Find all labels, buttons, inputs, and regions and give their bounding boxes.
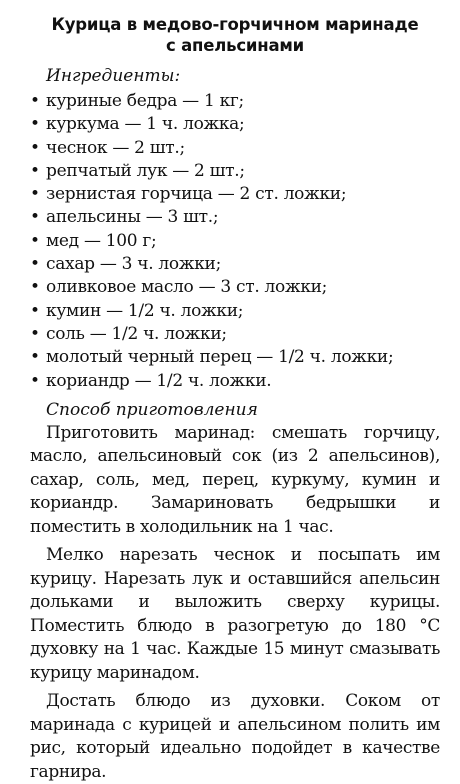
bullet-icon: • bbox=[30, 114, 40, 135]
ingredient-item bbox=[30, 206, 440, 229]
bullet-icon: • bbox=[30, 347, 40, 368]
bullet-icon: • bbox=[30, 160, 40, 181]
ingredient-text: зернистая горчица — 2 ст. ложки; bbox=[46, 184, 347, 205]
ingredient-text: репчатый лук — 2 шт.; bbox=[46, 160, 245, 181]
ingredient-item bbox=[30, 276, 440, 299]
ingredient-text: апельсины — 3 шт.; bbox=[46, 207, 219, 228]
ingredient-item bbox=[30, 346, 440, 369]
bullet-icon: • bbox=[30, 254, 40, 275]
bullet-icon: • bbox=[30, 323, 40, 344]
ingredient-text: куркума — 1 ч. ложка; bbox=[46, 114, 245, 135]
bullet-icon: • bbox=[30, 184, 40, 205]
ingredient-item bbox=[30, 230, 440, 253]
ingredient-text: кумин — 1/2 ч. ложки; bbox=[46, 300, 244, 321]
ingredient-item bbox=[30, 370, 440, 393]
method-paragraph: Приготовить маринад: смешать горчицу, масло, апельсиновый сок (из 2 апельсинов), сахар, соль, мед, перец, куркуму, кумин и кориандр. Замариновать бедрышки и поместить в холодильник на 1 час. bbox=[30, 422, 440, 537]
recipe-title bbox=[30, 14, 440, 56]
method-paragraph: Достать блюдо из духовки. Соком от маринада с курицей и апельсином полить им рис, который идеально подойдет в качестве гарнира. bbox=[30, 691, 440, 782]
ingredients-list bbox=[30, 90, 440, 393]
bullet-icon: • bbox=[30, 91, 40, 111]
method-paragraph: Мелко нарезать чеснок и посыпать им курицу. Нарезать лук и оставшийся апельсин дольками и выложить сверху курицы. Поместить блюдо в разогретую до 180 °С духовку на 1 час. Каждые 15 минут смазывать курицу маринадом. bbox=[30, 545, 440, 683]
ingredient-item bbox=[30, 113, 440, 136]
ingredient-text: молотый черный перец — 1/2 ч. ложки; bbox=[46, 347, 394, 368]
bullet-icon: • bbox=[30, 137, 40, 158]
bullet-icon: • bbox=[30, 277, 40, 298]
ingredient-text: куриные бедра — 1 кг; bbox=[46, 91, 244, 111]
ingredient-item bbox=[30, 300, 440, 323]
ingredients-heading: Ингредиенты: bbox=[46, 66, 181, 86]
bullet-icon: • bbox=[30, 370, 40, 391]
recipe-title-line-1: Курица в медово-горчичном маринаде bbox=[51, 15, 419, 34]
ingredient-text: кориандр — 1/2 ч. ложки. bbox=[46, 370, 272, 391]
ingredient-text: соль — 1/2 ч. ложки; bbox=[46, 323, 227, 344]
ingredient-item bbox=[30, 160, 440, 183]
bullet-icon: • bbox=[30, 300, 40, 321]
ingredient-item bbox=[30, 183, 440, 206]
ingredient-item bbox=[30, 90, 440, 113]
recipe-title-line-2: с апельсинами bbox=[165, 36, 305, 55]
ingredient-item bbox=[30, 137, 440, 160]
bullet-icon: • bbox=[30, 207, 40, 228]
ingredient-text: сахар — 3 ч. ложки; bbox=[46, 254, 221, 275]
ingredient-item bbox=[30, 323, 440, 346]
ingredient-text: чеснок — 2 шт.; bbox=[46, 137, 185, 158]
bullet-icon: • bbox=[30, 230, 40, 251]
ingredient-text: мед — 100 г; bbox=[46, 230, 157, 251]
ingredient-text: оливковое масло — 3 ст. ложки; bbox=[46, 277, 328, 298]
method-heading: Способ приготовления bbox=[46, 399, 258, 420]
ingredient-item bbox=[30, 253, 440, 276]
